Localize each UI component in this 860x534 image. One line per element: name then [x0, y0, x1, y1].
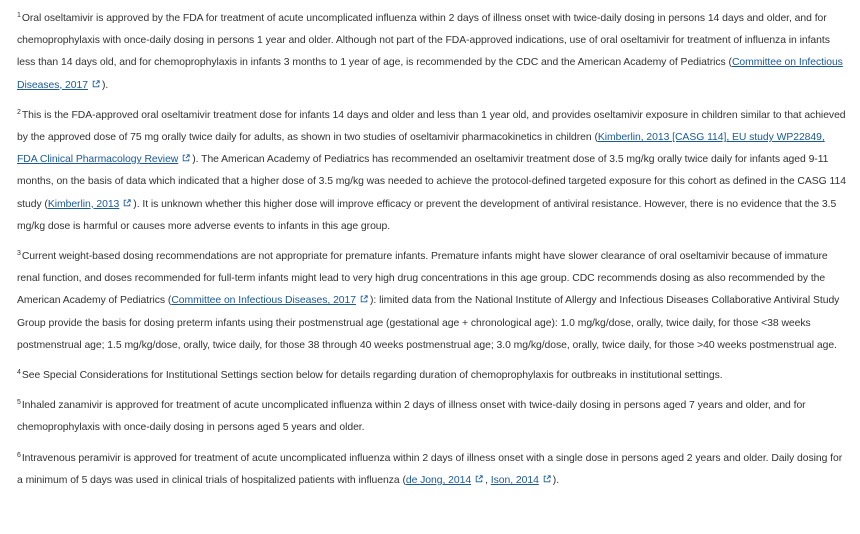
footnote-text: , [485, 474, 491, 486]
footnote-6 [17, 448, 848, 492]
footnote-text: ): limited data from the National Institute of Allergy and Infectious Diseases Collaborative Antiviral Study Group provide the basis for dosing preterm infants using their postmenstrual age (gestational age + chronological age): 1.0 mg/kg/dose, orally, twice daily, for those <38 weeks postmenstrual age; 1.5 mg/kg/dose, orally, twice daily, for those 38 through 40 weeks postmenstrual age; 3.0 mg/kg/dose, orally, twice daily, for those >40 weeks postmenstrual age. [17, 295, 840, 351]
external-link-icon[interactable] [543, 475, 551, 483]
footnote-4 [17, 365, 848, 387]
external-link-icon[interactable] [123, 199, 131, 207]
link-committee-infectious-diseases-2017[interactable]: Committee on Infectious Diseases, 2017 [17, 57, 843, 91]
footnote-text: Intravenous peramivir is approved for treatment of acute uncomplicated influenza within 2 days of illness onset with a single dose in persons aged 2 years and older. Daily dosing for a minimum of 5 days was used in clinical trials of hospitalized patients with influenza ( [17, 452, 843, 486]
footnote-text: See Special Considerations for Institutional Settings section below for details regarding duration of chemoprophylaxis for outbreaks in institutional settings. [21, 370, 723, 382]
footnote-3 [17, 246, 848, 357]
footnote-text: ). The American Academy of Pediatrics has recommended an oseltamivir treatment dose of 3.5 mg/kg orally twice daily for infants aged 9-11 months, on the basis of data which indicated that a higher dose of 3.5 mg/kg was needed to achieve the protocol-defined targeted exposure for this cohort as defined in the CASG 114 study ( [17, 154, 846, 210]
link-ison-2014[interactable]: Ison, 2014 [490, 474, 539, 486]
footnote-2 [17, 105, 848, 238]
footnote-text: This is the FDA-approved oral oseltamivir treatment dose for infants 14 days and older and less than 1 year old, and provides oseltamivir exposure in children similar to that achieved by the approved dose of 75 mg orally twice daily for adults, as shown in two studies of oseltamivir pharmacokinetics in children ( [17, 109, 846, 144]
footnote-number: 4 [17, 369, 21, 377]
footnote-text: ). [552, 474, 560, 486]
footnote-number: 2 [17, 108, 21, 116]
footnote-text: ). [101, 79, 109, 91]
link-de-jong-2014[interactable]: de Jong, 2014 [405, 474, 472, 486]
link-kimberlin-2013[interactable]: Kimberlin, 2013 [47, 198, 120, 210]
footnote-text: Inhaled zanamivir is approved for treatment of acute uncomplicated influenza within 2 days of illness onset with twice-daily dosing in persons aged 7 years and older, and for chemoprophylaxis with once-daily dosing in persons aged 5 years and older. [17, 400, 806, 434]
footnote-number: 5 [17, 399, 21, 407]
link-committee-infectious-diseases-2017-b[interactable]: Committee on Infectious Diseases, 2017 [171, 295, 356, 307]
footnote-number: 6 [17, 451, 21, 459]
footnote-number: 3 [17, 250, 21, 258]
footnote-text: Oral oseltamivir is approved by the FDA for treatment of acute uncomplicated influenza within 2 days of illness onset with twice-daily dosing in persons 14 days and older, and for chemoprophylaxis with once-daily dosing in persons 1 year and older. Although not part of the FDA-approved indications, use of oral oseltamivir for treatment of influenza in infants less than 14 days old, and for chemoprophylaxis in infants 3 months to 1 year of age, is recommended by the CDC and the American Academy of Pediatrics ( [17, 13, 830, 69]
footnote-number: 1 [17, 12, 21, 19]
external-link-icon[interactable] [92, 80, 100, 88]
external-link-icon[interactable] [475, 475, 483, 483]
footnote-text: Current weight-based dosing recommendations are not appropriate for premature infants. Premature infants might have slower clearance of oral oseltamivir because of immature renal function, and doses recommended for full-term infants might lead to very high drug concentrations in this age group. CDC recommends dosing as also recommended by the American Academy of Pediatrics ( [17, 251, 828, 307]
footnote-text: ). It is unknown whether this higher dose will improve efficacy or prevent the development of antiviral resistance. However, there is no evidence that the 3.5 mg/kg dose is harmful or causes more adverse events to infants in this age group. [17, 198, 837, 232]
footnote-1 [17, 8, 848, 97]
external-link-icon[interactable] [360, 295, 368, 303]
link-kimberlin-2013-casg-114[interactable]: Kimberlin, 2013 [CASG 114], EU study WP22849, FDA Clinical Pharmacology Review [17, 132, 825, 166]
footnote-5 [17, 395, 848, 439]
external-link-icon[interactable] [182, 154, 190, 162]
